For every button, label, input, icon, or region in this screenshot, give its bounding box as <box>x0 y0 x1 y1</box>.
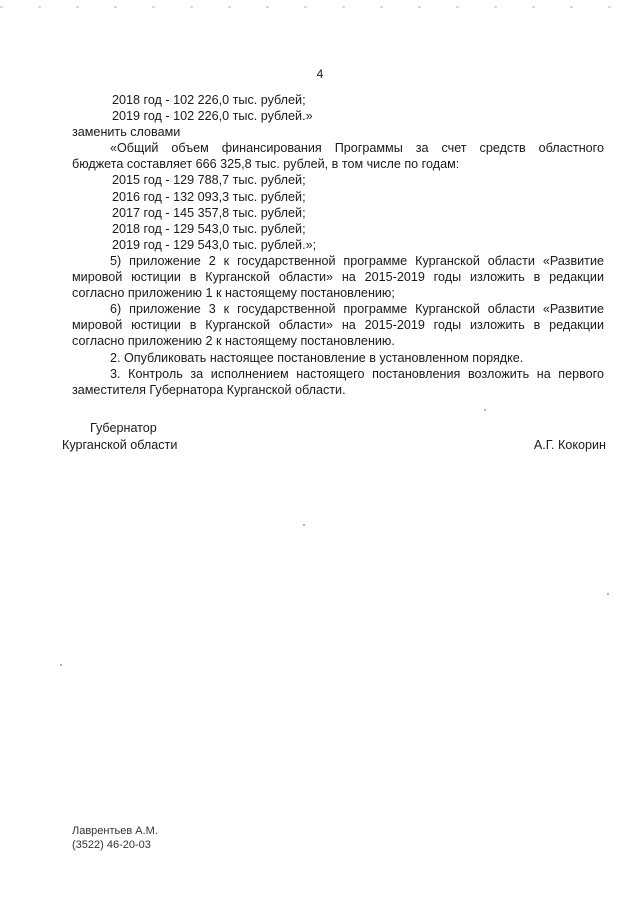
text-line: 2018 год - 102 226,0 тыс. рублей; <box>112 93 306 107</box>
text-line: согласно приложению 1 к настоящему постановлению; <box>72 286 395 301</box>
text-line: заместителя Губернатора Курганской области. <box>72 382 346 397</box>
text-line: 2015 год - 129 788,7 тыс. рублей; <box>112 173 306 188</box>
text-line: 2019 год - 129 543,0 тыс. рублей.»; <box>112 237 317 252</box>
text-line: 2019 год - 102 226,0 тыс. рублей.» <box>112 109 313 124</box>
signatory-region: Курганской области <box>62 438 178 452</box>
contact-block <box>72 824 158 852</box>
text-line: мировой юстиции в Курганской области» на 2015-2019 годы изложить в редакции <box>72 270 604 285</box>
page-number: 4 <box>316 67 324 81</box>
text-line: 3. Контроль за исполнением настоящего постановления возложить на первого <box>110 366 604 381</box>
scan-speck <box>607 593 609 595</box>
text-line: заменить словами <box>72 125 181 140</box>
text-line: мировой юстиции в Курганской области» на 2015-2019 годы изложить в редакции <box>72 318 604 333</box>
author-name: Лаврентьев А.М. <box>72 825 158 837</box>
scan-artifact-top <box>0 6 640 8</box>
document-body <box>72 92 604 398</box>
text-line: 2017 год - 145 357,8 тыс. рублей; <box>112 205 306 220</box>
text-line: 2. Опубликовать настоящее постановление в установленном порядке. <box>110 350 524 365</box>
signature-block <box>62 420 606 454</box>
text-line: «Общий объем финансирования Программы за счет средств областного <box>110 141 604 156</box>
text-line: 5) приложение 2 к государственной программе Курганской области «Развитие <box>110 253 604 268</box>
text-line: согласно приложению 2 к настоящему постановлению. <box>72 334 395 349</box>
text-line: 2016 год - 132 093,3 тыс. рублей; <box>112 189 306 204</box>
scan-speck <box>60 664 62 666</box>
text-line: 2018 год - 129 543,0 тыс. рублей; <box>112 221 306 236</box>
author-phone: (3522) 46-20-03 <box>72 839 151 851</box>
scan-speck <box>484 409 486 411</box>
signatory-name: А.Г. Кокорин <box>533 438 606 452</box>
scan-speck <box>303 524 305 526</box>
signatory-title: Губернатор <box>90 421 157 435</box>
text-line: 6) приложение 3 к государственной программе Курганской области «Развитие <box>110 302 604 317</box>
text-line: бюджета составляет 666 325,8 тыс. рублей, в том числе по годам: <box>72 157 460 172</box>
